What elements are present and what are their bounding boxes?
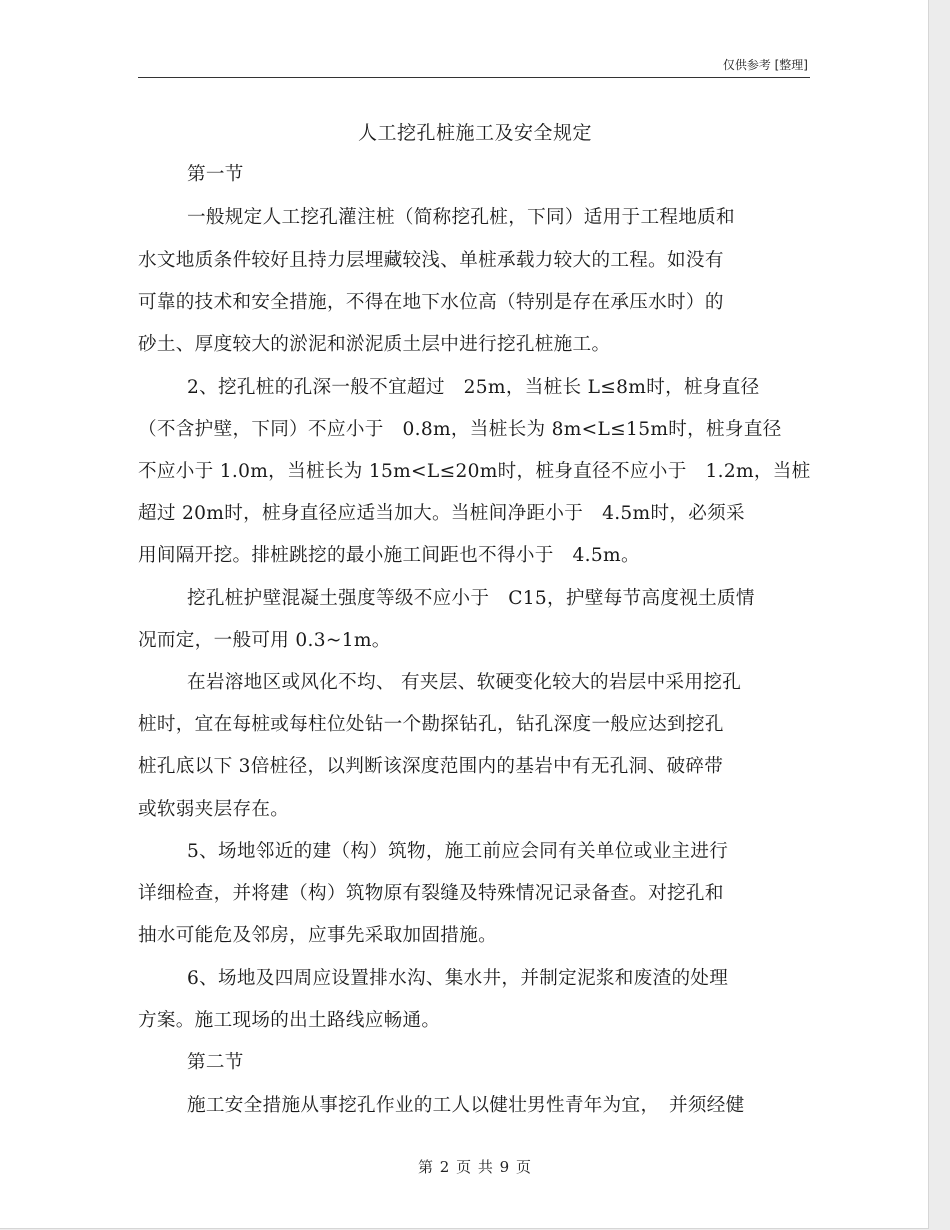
paragraph-line: 5、场地邻近的建（构）筑物，施工前应会同有关单位或业主进行 [187,841,729,862]
paragraph-line: 详细检查，并将建（构）筑物原有裂缝及特殊情况记录备查。对挖孔和 [138,883,724,904]
paragraph-line: 可靠的技术和安全措施，不得在地下水位高（特别是存在承压水时）的 [138,292,724,313]
paragraph-line: 超过 20m时，桩身直径应适当加大。当桩间净距小于 4.5m时，必须采 [138,503,745,524]
paragraph-line: 施工安全措施从事挖孔作业的工人以健壮男性青年为宜， 并须经健 [187,1095,745,1116]
paragraph-line: 在岩溶地区或风化不均、 有夹层、软硬变化较大的岩层中采用挖孔 [187,672,742,693]
header-rule [138,77,810,78]
paragraph-line: 况而定，一般可用 0.3~1m。 [138,630,391,651]
paragraph-line: 用间隔开挖。排桩跳挖的最小施工间距也不得小于 4.5m。 [138,545,640,566]
paragraph-line: 或软弱夹层存在。 [138,799,290,820]
paragraph-line: 6、场地及四周应设置排水沟、集水井，并制定泥浆和废渣的处理 [187,968,729,989]
paragraph-line: 抽水可能危及邻房，应事先采取加固措施。 [138,925,497,946]
section-heading-1: 第一节 [187,164,244,185]
paragraph-line: 桩时，宜在每桩或每柱位处钻一个勘探钻孔，钻孔深度一般应达到挖孔 [138,714,724,735]
paragraph-line: 方案。施工现场的出土路线应畅通。 [138,1010,441,1031]
document-title: 人工挖孔桩施工及安全规定 [357,122,592,144]
section-heading-2: 第二节 [187,1052,244,1073]
paragraph-line: （不含护壁，下同）不应小于 0.8m，当桩长为 8m<L≤15m时，桩身直径 [138,419,782,440]
paragraph-line: 挖孔桩护壁混凝土强度等级不应小于 C15，护壁每节高度视土质情 [187,588,755,609]
paragraph-line: 水文地质条件较好且持力层埋藏较浅、单桩承载力较大的工程。如没有 [138,250,724,271]
paragraph-line: 2、挖孔桩的孔深一般不宜超过 25m，当桩长 L≤8m时，桩身直径 [187,377,760,398]
paragraph-line: 桩孔底以下 3倍桩径，以判断该深度范围内的基岩中有无孔洞、破碎带 [138,756,724,777]
paragraph-line: 砂土、厚度较大的淤泥和淤泥质土层中进行挖孔桩施工。 [138,334,611,355]
paragraph-line: 不应小于 1.0m，当桩长为 15m<L≤20m时，桩身直径不应小于 1.2m，当桩 [138,461,811,482]
paragraph-line: 一般规定人工挖孔灌注桩（简称挖孔桩，下同）适用于工程地质和 [187,207,735,228]
page-number: 第 2 页 共 9 页 [418,1158,532,1176]
header-note: 仅供参考 [整理] [722,58,808,72]
